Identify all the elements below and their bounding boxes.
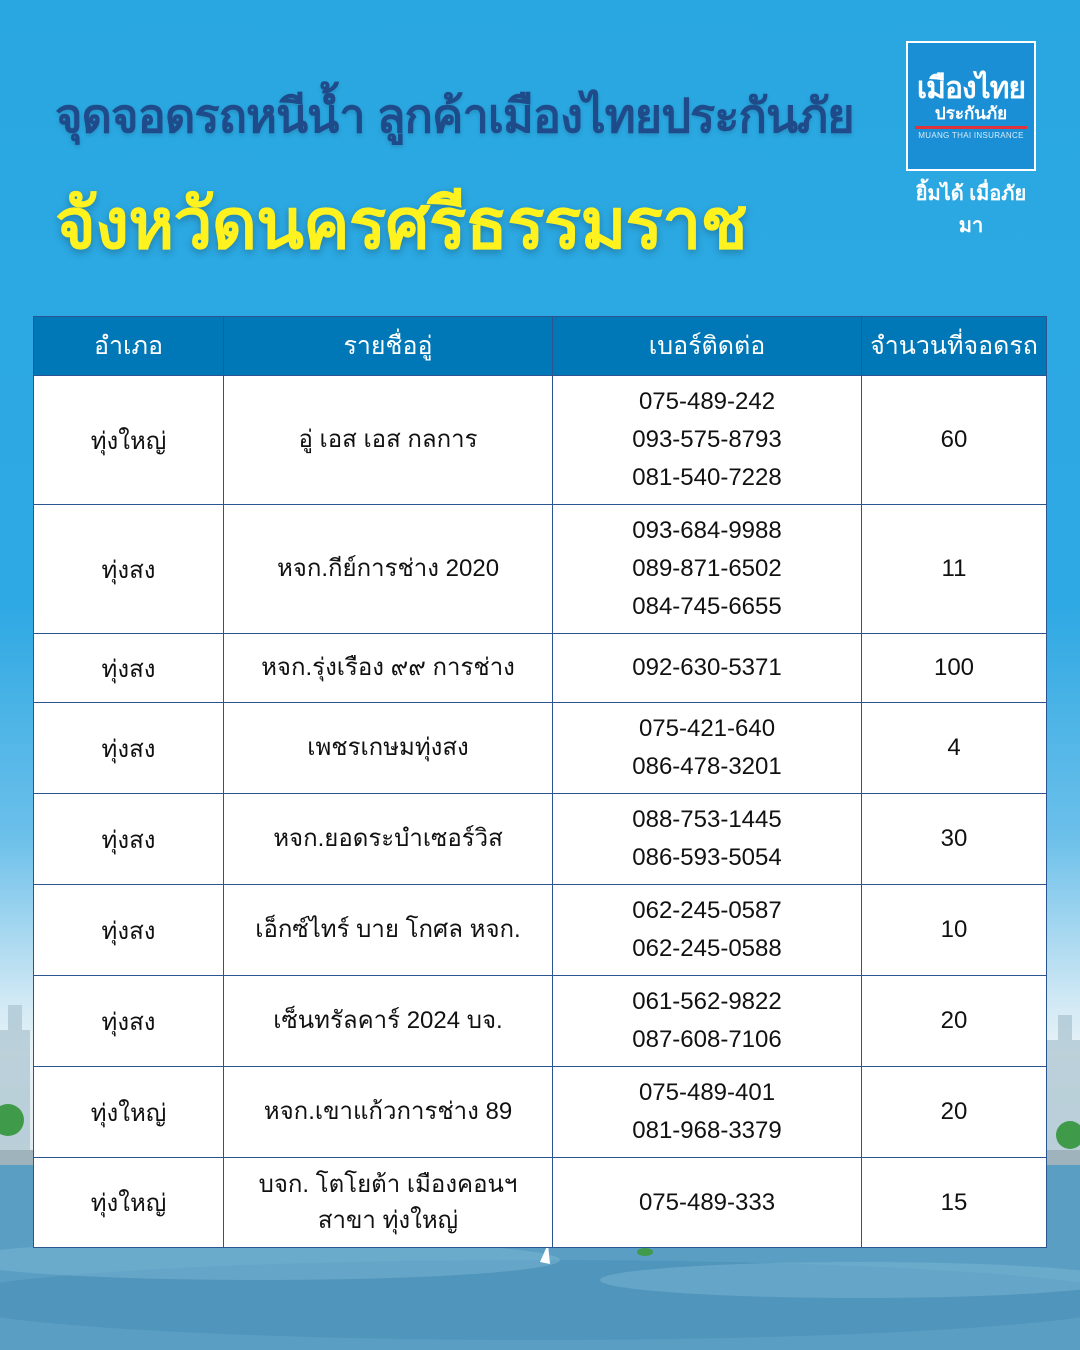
phone-number[interactable]: 086-593-5054 (632, 844, 782, 871)
garage-name: เซ็นทรัลคาร์ 2024 บจ. (273, 1007, 503, 1034)
district-cell: ทุ่งใหญ่ (34, 376, 224, 505)
parking-locations-table (33, 316, 1047, 1248)
garage-cell (224, 976, 553, 1067)
garage-cell (224, 376, 553, 505)
phone-number[interactable]: 075-421-640 (638, 715, 776, 742)
table-row (34, 1067, 1047, 1158)
table-header-row (34, 317, 1047, 376)
table-row (34, 794, 1047, 885)
garage-name: เพชรเกษมทุ่งสง (307, 734, 469, 761)
garage-name: หจก.กีย์การช่าง 2020 (276, 555, 500, 582)
phone-number[interactable]: 062-245-0588 (632, 935, 782, 962)
phone-number[interactable]: 062-245-0587 (632, 897, 782, 924)
district-cell: ทุ่งสง (34, 634, 224, 703)
district-cell: ทุ่งสง (34, 505, 224, 634)
district-cell: ทุ่งสง (34, 976, 224, 1067)
table-row (34, 634, 1047, 703)
logo-english-text: MUANG THAI INSURANCE (918, 130, 1024, 140)
phone-number[interactable]: 075-489-242 (638, 388, 776, 415)
phone-number[interactable]: 088-753-1445 (632, 806, 782, 833)
logo-divider (915, 126, 1027, 129)
column-header-phone: เบอร์ติดต่อ (553, 317, 862, 376)
phone-number[interactable]: 087-608-7106 (632, 1026, 782, 1053)
column-header-garage: รายชื่ออู่ (224, 317, 553, 376)
slogan: ยิ้มได้ เมื่อภัยมา (915, 183, 1027, 237)
phone-cell (553, 794, 862, 885)
phone-cell (553, 1158, 862, 1248)
garage-cell (224, 794, 553, 885)
column-header-district: อำเภอ (34, 317, 224, 376)
parking-spaces-cell: 20 (862, 1067, 1047, 1158)
parking-spaces-cell: 10 (862, 885, 1047, 976)
phone-number[interactable]: 081-968-3379 (632, 1117, 782, 1144)
table-row (34, 885, 1047, 976)
logo-sub-text: ประกันภัย (934, 103, 1008, 123)
garage-name: หจก.ยอดระบำเซอร์วิส (273, 825, 503, 852)
parking-spaces-cell: 4 (862, 703, 1047, 794)
district-cell: ทุ่งสง (34, 794, 224, 885)
phone-cell (553, 976, 862, 1067)
phone-cell (553, 1067, 862, 1158)
table-row (34, 976, 1047, 1067)
phone-number[interactable]: 084-745-6655 (632, 593, 782, 620)
phone-number[interactable]: 093-684-9988 (632, 517, 782, 544)
phone-number[interactable]: 075-489-333 (638, 1188, 776, 1216)
phone-cell (553, 376, 862, 505)
parking-spaces-cell: 15 (862, 1158, 1047, 1248)
parking-spaces-cell: 11 (862, 505, 1047, 634)
table-row (34, 1158, 1047, 1248)
muang-thai-insurance-logo (906, 41, 1036, 171)
garage-name: เอ็กซ์ไทร์ บาย โกศล หจก. (255, 916, 521, 943)
parking-spaces-cell: 100 (862, 634, 1047, 703)
phone-cell (553, 703, 862, 794)
garage-cell (224, 505, 553, 634)
phone-number[interactable]: 089-871-6502 (632, 555, 782, 582)
phone-cell (553, 634, 862, 703)
garage-name: หจก.เขาแก้วการช่าง 89 (263, 1098, 513, 1125)
garage-name: หจก.รุ่งเรือง ๙๙ การช่าง (261, 654, 515, 681)
garage-cell (224, 703, 553, 794)
phone-cell (553, 505, 862, 634)
table-row (34, 505, 1047, 634)
phone-number[interactable]: 086-478-3201 (632, 753, 782, 780)
phone-number[interactable]: 093-575-8793 (632, 426, 782, 453)
parking-spaces-cell: 60 (862, 376, 1047, 505)
garage-cell (224, 885, 553, 976)
phone-number[interactable]: 061-562-9822 (632, 988, 782, 1015)
garage-name: อู่ เอส เอส กลการ (298, 426, 478, 453)
column-header-spaces: จำนวนที่จอดรถ (862, 317, 1047, 376)
page-title: จุดจอดรถหนีน้ำ ลูกค้าเมืองไทยประกันภัย (55, 89, 854, 142)
district-cell: ทุ่งสง (34, 703, 224, 794)
phone-number[interactable]: 075-489-401 (638, 1079, 776, 1106)
province-title: จังหวัดนครศรีธรรมราช (55, 185, 747, 263)
logo-main-text: เมืองไทย (916, 71, 1026, 105)
garage-cell (224, 1067, 553, 1158)
table-body (34, 376, 1047, 1248)
district-cell: ทุ่งใหญ่ (34, 1158, 224, 1248)
garage-cell (224, 1158, 553, 1248)
table-row (34, 376, 1047, 505)
parking-spaces-cell: 20 (862, 976, 1047, 1067)
phone-cell (553, 885, 862, 976)
garage-cell (224, 634, 553, 703)
garage-name: บจก. โตโยต้า เมืองคอนฯ สาขา ทุ่งใหญ่ (258, 1170, 518, 1234)
phone-number[interactable]: 092-630-5371 (632, 654, 782, 681)
phone-number[interactable]: 081-540-7228 (632, 464, 782, 491)
district-cell: ทุ่งใหญ่ (34, 1067, 224, 1158)
parking-spaces-cell: 30 (862, 794, 1047, 885)
district-cell: ทุ่งสง (34, 885, 224, 976)
parking-table-container (33, 316, 1046, 1248)
table-row (34, 703, 1047, 794)
